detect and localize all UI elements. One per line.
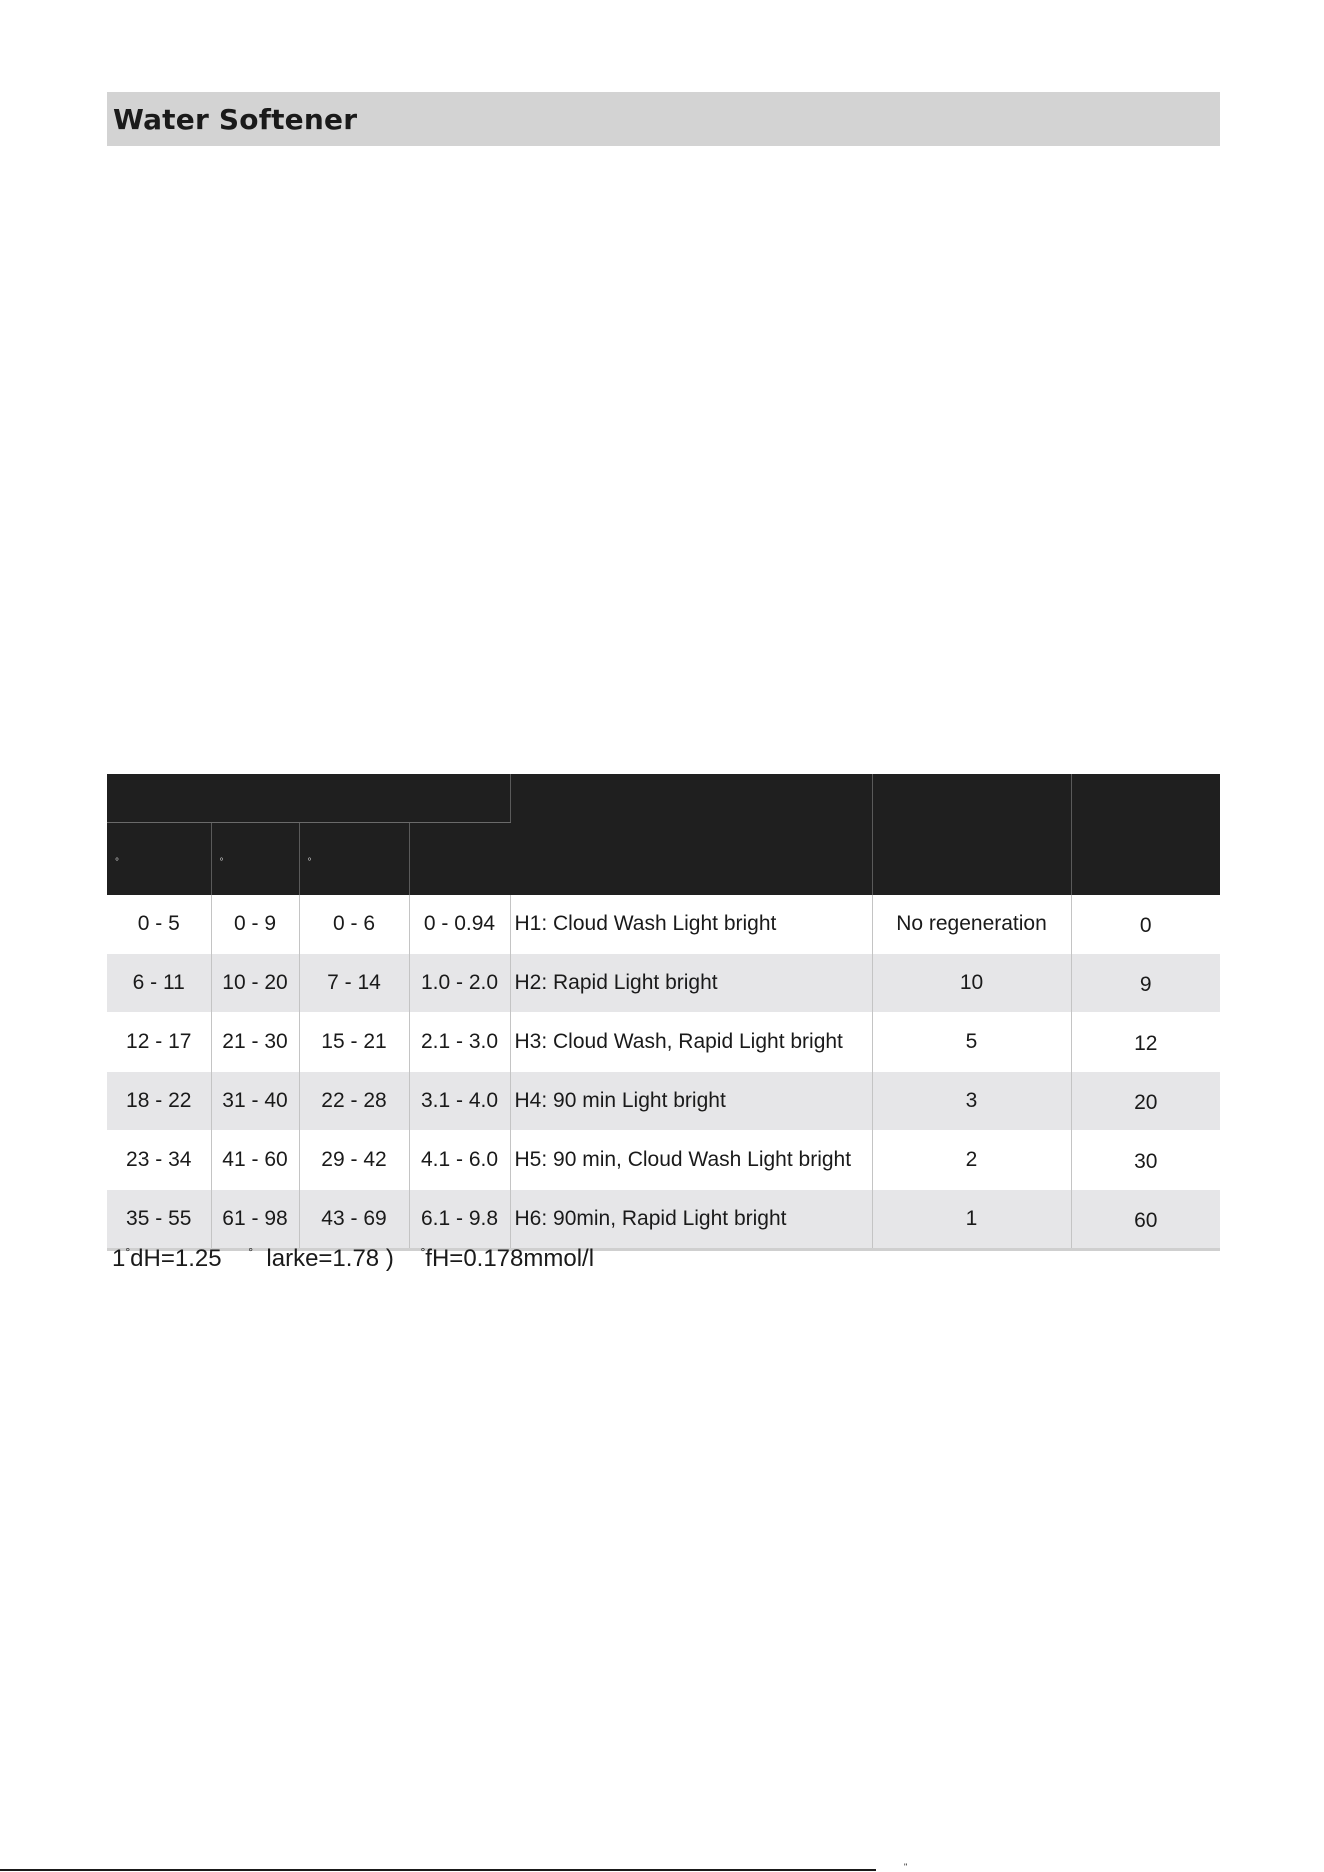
regeneration-cell: 10 — [872, 954, 1071, 1013]
degree-mark: ° — [248, 1245, 254, 1259]
table-row — [107, 1013, 1220, 1072]
hardness-clarke-cell: 29 - 42 — [299, 1131, 409, 1190]
hardness-units-group-header — [107, 774, 510, 823]
consumption-cell: 30 — [1134, 1150, 1158, 1173]
table-row — [107, 954, 1220, 1013]
unit-header-4 — [409, 823, 510, 896]
note-part: larke=1.78 ) — [253, 1245, 421, 1272]
hardness-mmol-cell: 0 - 0.94 — [409, 895, 510, 954]
table-row — [107, 1190, 1220, 1250]
degree-mark: ° — [307, 856, 312, 868]
hardness-mmol-cell: 2.1 - 3.0 — [409, 1013, 510, 1072]
table-row — [107, 1072, 1220, 1131]
hardness-fh-cell: 31 - 40 — [211, 1072, 299, 1131]
hardness-level-header — [510, 774, 872, 895]
degree-mark: ° — [219, 856, 224, 868]
note-part: dH=1.25 — [130, 1245, 249, 1272]
degree-mark: ° — [115, 856, 119, 868]
hardness-clarke-cell: 43 - 69 — [299, 1190, 409, 1250]
degree-mark: ° — [125, 1245, 131, 1259]
hardness-fh-cell: 61 - 98 — [211, 1190, 299, 1250]
hardness-level-cell: H3: Cloud Wash, Rapid Light bright — [510, 1013, 872, 1072]
section-title: Water Softener — [113, 102, 358, 136]
footer-divider — [0, 1869, 876, 1871]
regeneration-cell: 3 — [872, 1072, 1071, 1131]
hardness-level-cell: H2: Rapid Light bright — [510, 954, 872, 1013]
water-hardness-table — [107, 774, 1220, 1251]
consumption-cell: 9 — [1071, 954, 1220, 1013]
consumption-header — [1071, 774, 1220, 895]
hardness-level-cell: H1: Cloud Wash Light bright — [510, 895, 872, 954]
consumption-cell: 60 — [1071, 1190, 1220, 1250]
unit-header-3 — [299, 823, 409, 896]
hardness-fh-cell: 41 - 60 — [211, 1131, 299, 1190]
note-part: 1 — [112, 1245, 126, 1272]
hardness-fh-cell: 10 - 20 — [211, 954, 299, 1013]
footer-mark: " — [904, 1862, 908, 1872]
regeneration-cell: 5 — [872, 1013, 1071, 1072]
hardness-level-cell: H4: 90 min Light bright — [510, 1072, 872, 1131]
hardness-mmol-cell: 3.1 - 4.0 — [409, 1072, 510, 1131]
hardness-level-cell: H6: 90min, Rapid Light bright — [510, 1190, 872, 1250]
unit-header-1 — [107, 823, 211, 896]
hardness-level-cell: H5: 90 min, Cloud Wash Light bright — [510, 1131, 872, 1190]
table-header — [107, 774, 1220, 895]
degree-mark: ° — [420, 1245, 426, 1259]
hardness-fh-cell: 0 - 9 — [211, 895, 299, 954]
hardness-mmol-cell: 6.1 - 9.8 — [409, 1190, 510, 1250]
hardness-dh-cell: 23 - 34 — [107, 1131, 211, 1190]
hardness-fh-cell: 21 - 30 — [211, 1013, 299, 1072]
hardness-clarke-cell: 0 - 6 — [299, 895, 409, 954]
hardness-clarke-cell: 15 - 21 — [299, 1013, 409, 1072]
consumption-cell: 0 — [1139, 914, 1152, 937]
note-part: fH=0.178mmol/l — [425, 1245, 595, 1272]
hardness-dh-cell: 0 - 5 — [107, 895, 211, 954]
hardness-clarke-cell: 7 - 14 — [299, 954, 409, 1013]
regeneration-cell: No regeneration — [872, 895, 1071, 954]
consumption-cell: 20 — [1071, 1072, 1220, 1131]
hardness-dh-cell: 6 - 11 — [107, 954, 211, 1013]
consumption-cell: 12 — [1134, 1032, 1158, 1055]
table-row — [107, 895, 1220, 954]
hardness-dh-cell: 12 - 17 — [107, 1013, 211, 1072]
hardness-mmol-cell: 4.1 - 6.0 — [409, 1131, 510, 1190]
table-row — [107, 1131, 1220, 1190]
regeneration-cell: 1 — [872, 1190, 1071, 1250]
hardness-mmol-cell: 1.0 - 2.0 — [409, 954, 510, 1013]
unit-conversion-note — [112, 1245, 594, 1273]
hardness-clarke-cell: 22 - 28 — [299, 1072, 409, 1131]
section-header — [107, 92, 1220, 146]
regeneration-cell: 2 — [872, 1131, 1071, 1190]
unit-header-2 — [211, 823, 299, 896]
hardness-table-container — [107, 774, 1220, 1251]
hardness-dh-cell: 18 - 22 — [107, 1072, 211, 1131]
table-body — [107, 895, 1220, 1250]
regeneration-header — [872, 774, 1071, 895]
hardness-dh-cell: 35 - 55 — [107, 1190, 211, 1250]
